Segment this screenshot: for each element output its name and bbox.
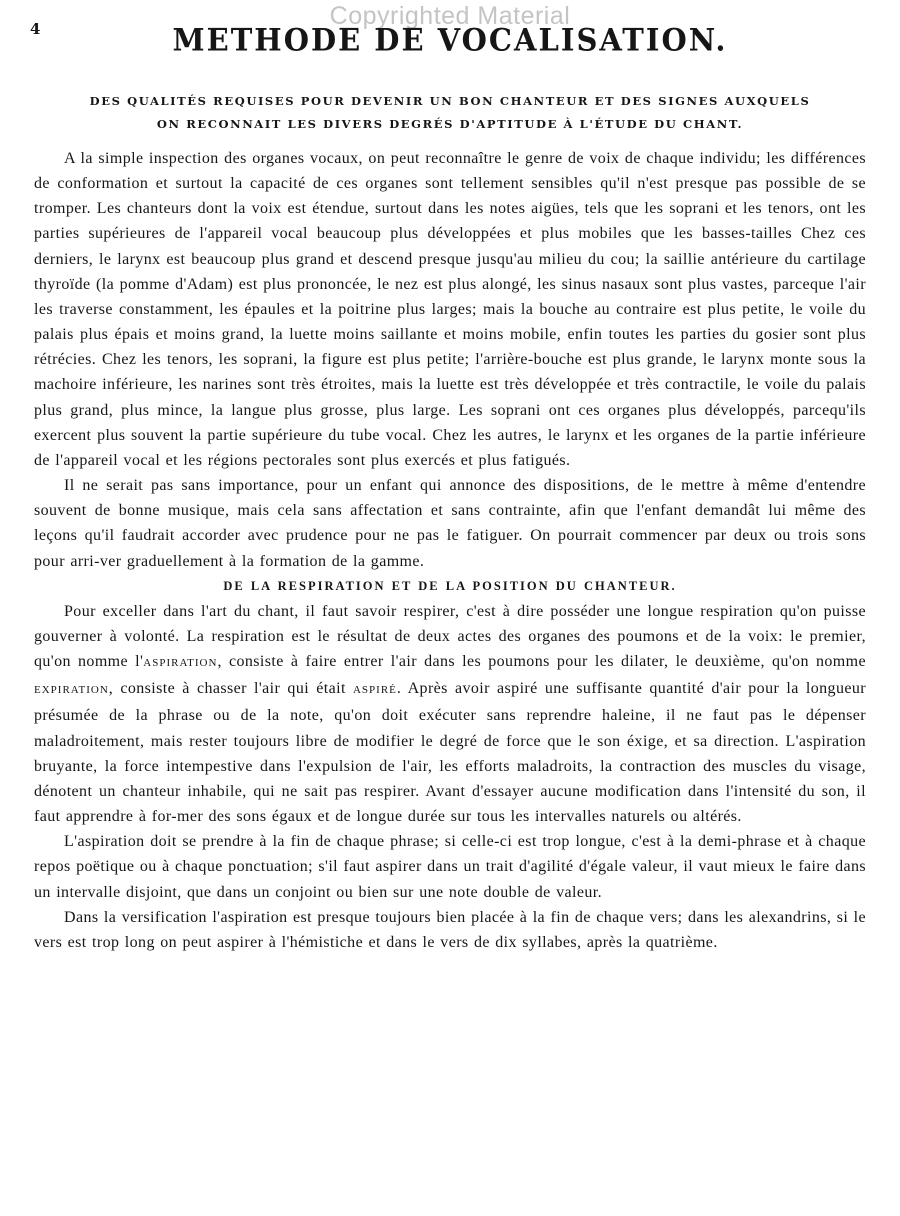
paragraph-1: A la simple inspection des organes vocaux, on peut reconnaître le genre de voix de chaque individu; les différences de conformation et surtout la capacité de ces organes sont tellement sensibles qu'il n'est presque pas possible de se tromper. Les chanteurs dont la voix est étendue, surtout dans les notes aigües, tels que les soprani et les tenors, ont les parties supérieures de l'appareil vocal beaucoup plus développées et plus mobiles que les basses-tailles Chez ces derniers, le larynx est beaucoup plus grand et descend presque jusqu'au milieu du cou; la saillie antérieure du cartilage thyroïde (la pomme d'Adam) est plus prononcée, le nez est plus alongé, les sinus nasaux sont plus vastes, parceque l'air les traverse constamment, les épaules et la poitrine plus larges; mais la bouche au contraire est plus petite, le voile du palais plus épais et moins grand, la luette moins saillante et moins mobile, enfin toutes les parties du gosier sont plus rétrécies. Chez les tenors, les soprani, la figure est plus petite; l'arrière-bouche est plus grande, le larynx monte sous la machoire inférieure, les narines sont très étroites, mais la luette est très développée et très contractile, le voile du palais plus grand, plus mince, la langue plus grosse, plus large. Les soprani ont ces organes plus développés, parcequ'ils exercent plus souvent la partie supérieure du tube vocal. Chez les autres, le larynx et les organes de la partie inférieure de l'appareil vocal et les régions pectorales sont plus exercés et plus fatigués. bbox=[34, 150, 866, 469]
subtitle-line-1: DES QUALITÉS REQUISES POUR DEVENIR UN BON CHANTEUR ET DES SIGNES AUXQUELS bbox=[89, 94, 811, 108]
paragraph-3-part-e: , consiste à chasser l'air qui était bbox=[108, 680, 353, 698]
page-number: 4 bbox=[30, 20, 41, 38]
term-expiration: EXPIRATION bbox=[34, 684, 109, 697]
watermark: Copyrighted Material bbox=[329, 2, 571, 30]
paragraph-3-part-a: Pour exceller dans l'art du chant, il faut savoir respirer, c'est à dire posséder une longue respiration qu'on puisse gouverner à volonté. La respiration est le résultat de deux actes des organes des poumons et de la voix: le premier, qu'on nomme l' bbox=[34, 602, 866, 671]
term-aspiration: ASPIRATION bbox=[143, 657, 218, 670]
paragraph-4: L'aspiration doit se prendre à la fin de chaque phrase; si celle-ci est trop longue, c'est à la demi-phrase et à chaque repos poëtique ou à chaque ponctuation; s'il faut aspirer dans un trait d'agilité d'égale valeur, il vaut mieux le faire dans un intervalle disjoint, que dans un conjoint ou bien sur une note double de valeur. bbox=[34, 833, 866, 901]
paragraph-5: Dans la versification l'aspiration est presque toujours bien placée à la fin de chaque vers; dans les alexandrins, si le vers est trop long on peut aspirer à l'hémistiche et dans le vers de dix syllabes, après la quatrième. bbox=[34, 908, 866, 951]
body-text bbox=[34, 146, 866, 955]
paragraph-2: Il ne serait pas sans importance, pour un enfant qui annonce des dispositions, de le mettre à même d'entendre souvent de bonne musique, mais cela sans affectation et sans contrainte, afin que l'enfant demandât lui même des leçons qu'il faudrait accorder avec prudence pour ne pas le fatiguer. On pourrait commencer par deux ou trois sons pour arri-ver graduellement à la formation de la gamme. bbox=[34, 477, 866, 570]
chapter-subtitle bbox=[0, 90, 900, 136]
page-title: METHODE DE VOCALISATION. bbox=[172, 22, 728, 58]
subtitle-line-2: ON RECONNAIT LES DIVERS DEGRÉS D'APTITUDE À L'ÉTUDE DU CHANT. bbox=[156, 117, 744, 131]
term-aspire: ASPIRÉ bbox=[352, 684, 397, 697]
section-heading: DE LA RESPIRATION ET DE LA POSITION DU CHANTEUR. bbox=[223, 578, 677, 593]
paragraph-3-part-g: . Après avoir aspiré une suffisante quantité d'air pour la longueur présumée de la phrase ou de la note, qu'on doit exécuter sans reprendre haleine, il ne faut pas le dépenser maladroitement, mais rester toujours libre de modifier le degré de force que le son éxige, et sa direction. L'aspiration bruyante, la force intempestive dans l'expulsion de l'air, les efforts maladroits, la contraction des muscles du visage, dénotent un chanteur inhabile, qui ne sait pas respirer. Avant d'essayer aucune modification dans l'intensité du son, il faut apprendre à for-mer des sons égaux et de longue durée sur tous les intervalles naturels ou altérés. bbox=[34, 680, 866, 826]
paragraph-3 bbox=[34, 599, 866, 829]
paragraph-3-part-c: , consiste à faire entrer l'air dans les poumons pour les dilater, le deuxième, qu'on nomme bbox=[217, 653, 866, 671]
